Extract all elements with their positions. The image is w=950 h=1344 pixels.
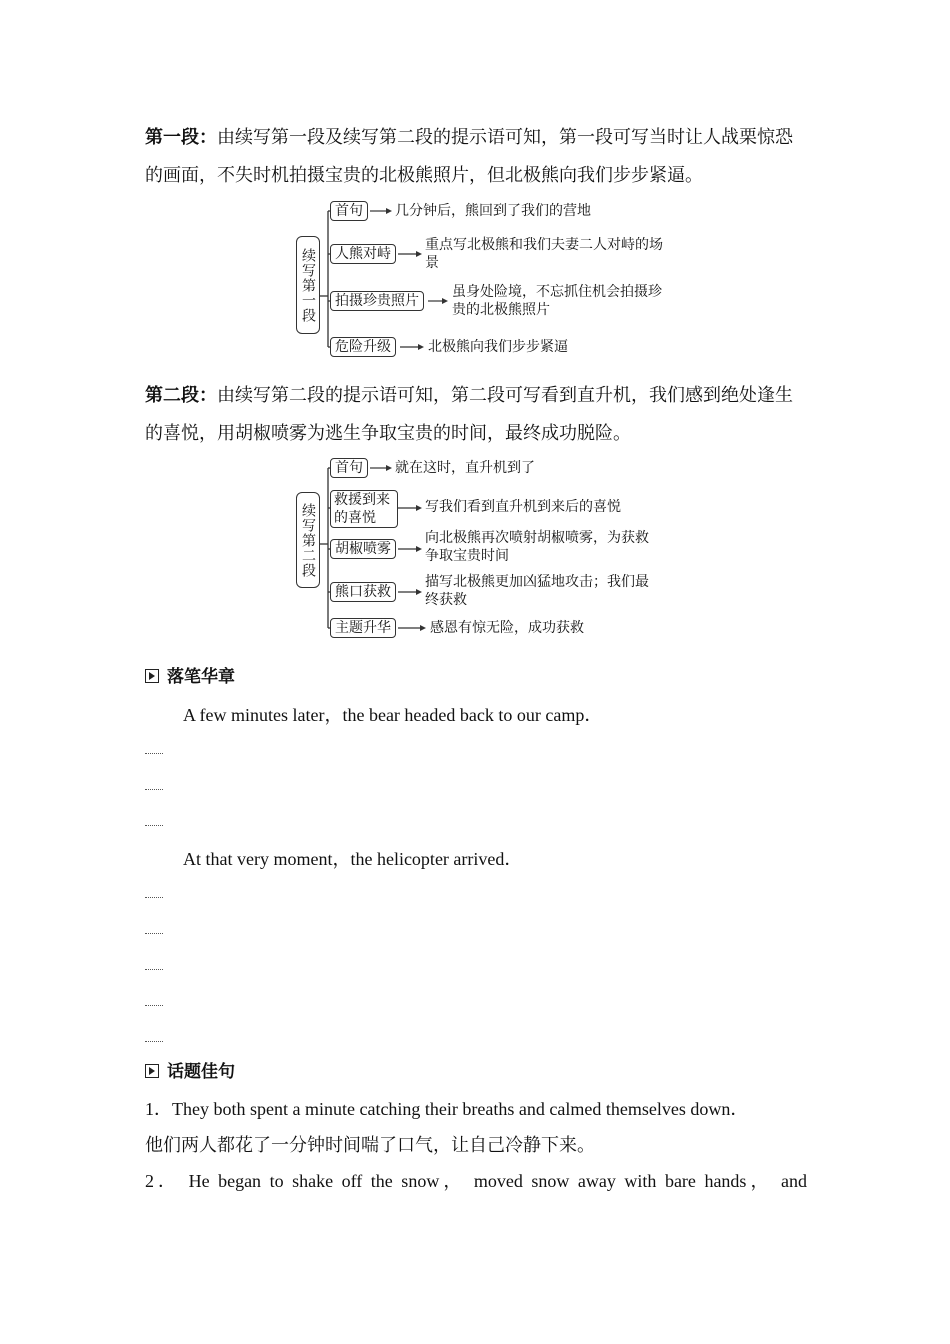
blank-line-3	[145, 825, 163, 826]
diagram-1-label-4: 危险升级	[330, 337, 396, 357]
outline-diagram-2	[290, 456, 670, 641]
paragraph-2	[145, 377, 807, 453]
diagram-2-label-1: 首句	[330, 458, 368, 478]
play-triangle-icon	[145, 669, 159, 683]
paragraph-2-text: 由续写第二段的提示语可知，第二段可写看到直升机，我们感到绝处逢生的喜悦，用胡椒喷雾为逃生争取宝贵的时间，最终成功脱险。	[145, 385, 793, 444]
blank-line-2	[145, 789, 163, 790]
diagram-2-label-3: 胡椒喷雾	[330, 539, 396, 559]
blank-line-7	[145, 1005, 163, 1006]
diagram-1-label-2: 人熊对峙	[330, 244, 396, 264]
section-2-title: 话题佳句	[167, 1062, 235, 1082]
paragraph-1-text: 由续写第一段及续写第二段的提示语可知，第一段可写当时让人战栗惊恐的画面，不失时机拍摄宝贵的北极熊照片，但北极熊向我们步步紧逼。	[145, 127, 793, 186]
paragraph-1	[145, 119, 807, 195]
diagram-1-desc-3: 虽身处险境，不忘抓住机会拍摄珍贵的北极熊照片	[452, 284, 662, 318]
paragraph-1-label: 第一段：	[145, 127, 217, 148]
blank-line-5	[145, 933, 163, 934]
diagram-2-desc-1: 就在这时，直升机到了	[395, 460, 535, 476]
diagram-1-connectors	[290, 198, 670, 360]
diagram-2-label-4: 熊口获救	[330, 582, 396, 602]
diagram-2-desc-4: 描写北极熊更加凶猛地攻击；我们最终获救	[425, 574, 649, 608]
sentence-2: At that very moment，the helicopter arrived．	[183, 849, 523, 869]
play-triangle-icon	[145, 1064, 159, 1078]
diagram-2-desc-5: 感恩有惊无险，成功获救	[430, 620, 584, 636]
diagram-1-desc-2: 重点写北极熊和我们夫妻二人对峙的场景	[425, 237, 663, 271]
diagram-1-label-3: 拍摄珍贵照片	[330, 291, 424, 311]
outline-diagram-1	[290, 198, 670, 360]
section-heading-1	[145, 662, 235, 687]
sentence-1: A few minutes later，the bear headed back to our camp．	[183, 705, 603, 725]
blank-line-1	[145, 753, 163, 754]
diagram-2-root: 续写第二段	[296, 492, 320, 588]
diagram-1-label-1: 首句	[330, 201, 368, 221]
diagram-1-desc-1: 几分钟后，熊回到了我们的营地	[395, 203, 591, 219]
paragraph-2-label: 第二段：	[145, 385, 217, 406]
example-1-chinese: 他们两人都花了一分钟时间喘了口气，让自己冷静下来。	[145, 1135, 595, 1156]
section-heading-2	[145, 1057, 235, 1082]
example-1-english: 1．They both spent a minute catching their breaths and calmed themselves down．	[145, 1099, 749, 1119]
blank-line-6	[145, 969, 163, 970]
example-2-english: 2． He began to shake off the snow， moved snow away with bare hands， and	[145, 1171, 807, 1191]
diagram-2-desc-2: 写我们看到直升机到来后的喜悦	[425, 499, 621, 515]
diagram-2-desc-3: 向北极熊再次喷射胡椒喷雾，为获救争取宝贵时间	[425, 530, 649, 564]
blank-line-4	[145, 897, 163, 898]
diagram-2-label-5: 主题升华	[330, 618, 396, 638]
diagram-1-root: 续写第一段	[296, 236, 320, 334]
diagram-1-desc-4: 北极熊向我们步步紧逼	[428, 339, 568, 355]
diagram-2-label-2: 救援到来的喜悦	[330, 490, 398, 528]
section-1-title: 落笔华章	[167, 667, 235, 687]
blank-line-8	[145, 1041, 163, 1042]
